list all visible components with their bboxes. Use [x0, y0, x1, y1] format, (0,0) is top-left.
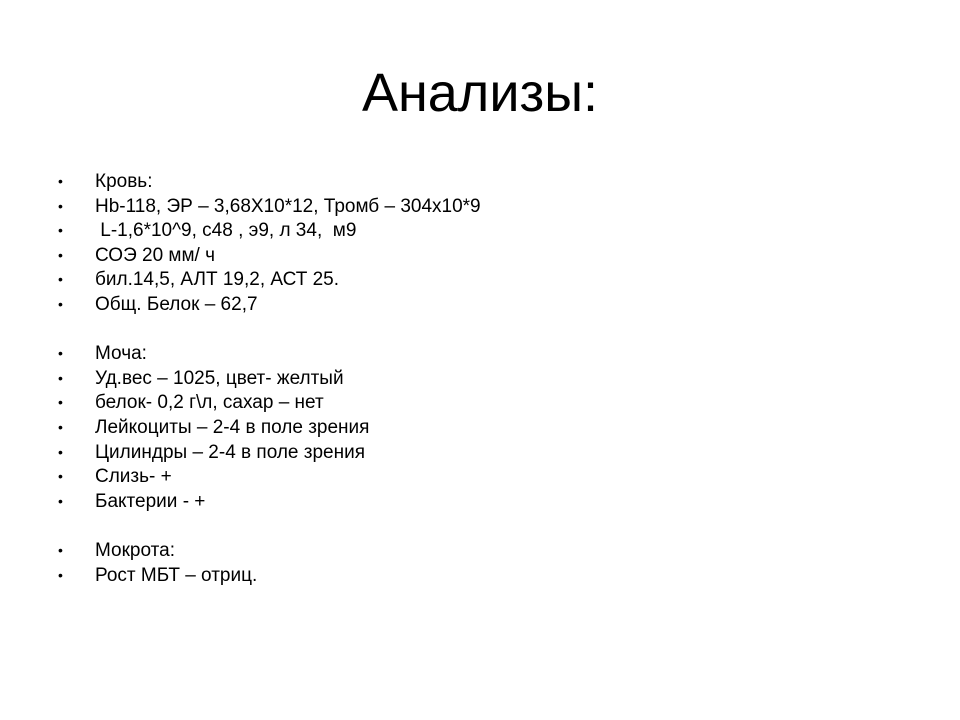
bullet-icon: • [58, 492, 63, 509]
list-item [58, 367, 918, 392]
list-item-text: Цилиндры – 2-4 в поле зрения [95, 441, 366, 463]
analysis-list [58, 170, 918, 588]
list-spacer [58, 318, 918, 343]
list-item-text: бил.14,5, АЛТ 19,2, АСТ 25. [95, 269, 340, 291]
list-item-text: Hb-118, ЭР – 3,68Х10*12, Тромб – 304х10*9 [95, 195, 481, 217]
list-item-text: Уд.вес – 1025, цвет- желтый [95, 367, 344, 389]
list-item-text: СОЭ 20 мм/ ч [95, 244, 216, 266]
list-item [58, 244, 918, 269]
list-item [58, 416, 918, 441]
bullet-icon: • [58, 173, 63, 189]
bullet-icon: • [58, 443, 63, 460]
list-item-text: Слизь- + [95, 466, 172, 488]
list-item-text: Лейкоциты – 2-4 в поле зрения [95, 416, 370, 438]
bullet-icon: • [58, 222, 63, 239]
list-item-text: Общ. Белок – 62,7 [95, 293, 258, 315]
list-item-text: белок- 0,2 г\л, сахар – нет [95, 392, 324, 414]
list-item [58, 465, 918, 490]
list-item [58, 219, 918, 244]
list-item [58, 170, 918, 195]
list-item [58, 490, 918, 515]
list-item-text: Рост МБТ – отриц. [95, 564, 258, 586]
bullet-icon: • [58, 369, 63, 386]
list-item [58, 342, 918, 367]
bullet-icon: • [58, 418, 63, 435]
list-item [58, 539, 918, 564]
bullet-icon: • [58, 271, 63, 288]
slide-title: Анализы: [361, 63, 599, 123]
bullet-icon: • [58, 345, 63, 362]
list-spacer [58, 514, 918, 539]
list-item-text: Мокрота: [95, 539, 175, 561]
list-item-text: Кровь: [95, 171, 153, 192]
list-item-text: L-1,6*10^9, с48 , э9, л 34, м9 [95, 220, 357, 242]
list-item [58, 391, 918, 416]
bullet-icon: • [58, 246, 63, 263]
bullet-icon: • [58, 566, 63, 583]
list-item [58, 293, 918, 318]
bullet-icon: • [58, 295, 63, 312]
list-item [58, 268, 918, 293]
list-item-text: Моча: [95, 343, 147, 365]
list-item [58, 564, 918, 589]
bullet-icon: • [58, 541, 63, 558]
bullet-icon: • [58, 197, 63, 214]
list-item [58, 195, 918, 220]
list-item-text: Бактерии - + [95, 490, 206, 512]
bullet-icon: • [58, 468, 63, 485]
list-item [58, 441, 918, 466]
bullet-icon: • [58, 394, 63, 411]
